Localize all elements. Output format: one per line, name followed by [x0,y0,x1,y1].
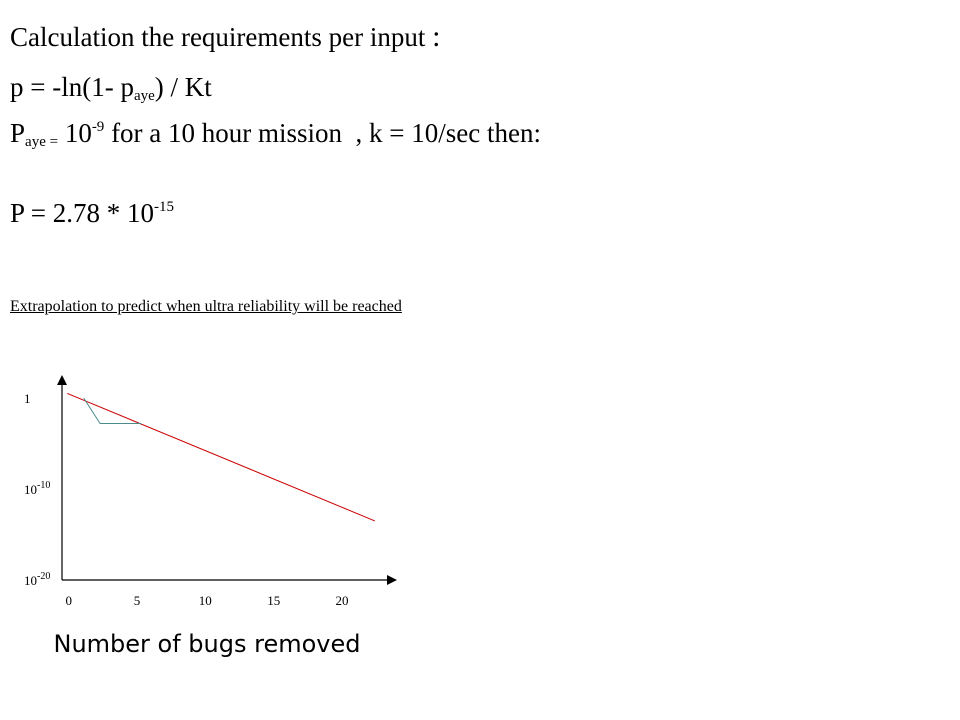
x-tick-label: 20 [335,593,349,608]
x-tick-label: 10 [198,593,212,608]
formula-p-subscript: aye [133,88,155,104]
paye-base: 10 [58,118,92,148]
y-tick-label: $10^{-10}$ [24,480,51,497]
x-tick-labels [65,593,348,608]
formula-p-prefix: p = -ln(1- p [10,72,134,102]
x-tick-label: 5 [133,593,141,608]
formula-p-suffix: ) / Kt [154,72,212,102]
result-prefix: P = 2.78 * 10 [10,198,154,228]
extrapolation-caption: Extrapolation to predict when ultra reliability will be reached [10,298,402,315]
x-axis-arrow-icon [387,575,397,585]
x-tick-label: 0 [65,593,72,608]
paye-exponent: -9 [91,119,105,135]
chart-series [67,393,375,521]
y-tick-exponent: -20 [37,571,51,582]
heading-colon: : [432,20,441,53]
heading-text: Calculation the requirements per input [10,22,426,52]
x-tick-label: 15 [267,593,281,608]
y-tick-labels [24,391,50,588]
paye-suffix: for a 10 hour mission , k = 10/sec then: [104,118,541,148]
y-tick-label: $10^{-20}$ [24,571,51,588]
result-exponent: -15 [154,199,174,215]
y-axis-arrow-icon [57,375,67,385]
y-tick-label: 1 [24,391,31,406]
x-axis-label: Number of bugs removed [53,630,361,658]
series-observed-line [84,398,141,424]
paye-symbol: P [10,118,26,148]
series-extrapolation-line [67,393,375,521]
chart-axes [57,375,397,585]
paye-subscript: aye = [25,134,59,150]
y-tick-exponent: -10 [37,480,51,491]
